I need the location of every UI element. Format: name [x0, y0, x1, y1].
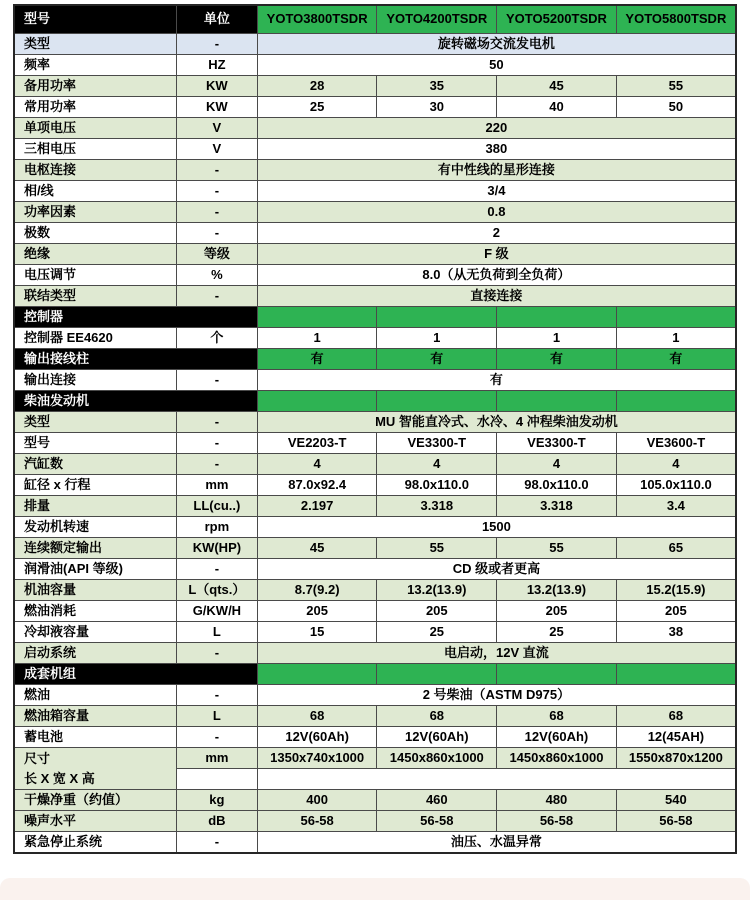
section-value [257, 664, 377, 685]
row-unit: G/KW/H [176, 601, 257, 622]
spec-table-container [13, 4, 737, 854]
section-header-row [14, 307, 736, 328]
row-unit: kg [176, 790, 257, 811]
row-value: 205 [377, 601, 497, 622]
section-value [497, 664, 617, 685]
spec-row [14, 811, 736, 832]
row-value: 1450x860x1000 [497, 748, 617, 769]
row-value: 12V(60Ah) [257, 727, 377, 748]
row-unit: - [176, 160, 257, 181]
row-label: 极数 [14, 223, 176, 244]
row-unit: mm [176, 748, 257, 769]
row-value: 55 [616, 76, 736, 97]
row-value: VE3300-T [497, 433, 617, 454]
row-label: 紧急停止系统 [14, 832, 176, 854]
row-span-value: 有 [257, 370, 736, 391]
row-unit: mm [176, 475, 257, 496]
row-value: 55 [377, 538, 497, 559]
row-span-value: 旋转磁场交流发电机 [257, 34, 736, 55]
row-label: 频率 [14, 55, 176, 76]
spec-row [14, 601, 736, 622]
row-span-value: 8.0（从无负荷到全负荷） [257, 265, 736, 286]
row-value: 3.4 [616, 496, 736, 517]
row-unit: - [176, 286, 257, 307]
row-value: VE2203-T [257, 433, 377, 454]
row-unit: KW(HP) [176, 538, 257, 559]
row-value: 68 [257, 706, 377, 727]
header-row [14, 5, 736, 34]
spec-row [14, 181, 736, 202]
row-value: 400 [257, 790, 377, 811]
row-span-value: 直接连接 [257, 286, 736, 307]
spec-row [14, 118, 736, 139]
row-label: 排量 [14, 496, 176, 517]
row-unit: L（qts.） [176, 580, 257, 601]
row-value: 56-58 [616, 811, 736, 832]
row-value: 25 [377, 622, 497, 643]
section-value [257, 307, 377, 328]
row-value: 15.2(15.9) [616, 580, 736, 601]
spec-row [14, 496, 736, 517]
row-unit: dB [176, 811, 257, 832]
row-value: 105.0x110.0 [616, 475, 736, 496]
section-header-row [14, 664, 736, 685]
row-value: 38 [616, 622, 736, 643]
row-value: 30 [377, 97, 497, 118]
row-span-value: 0.8 [257, 202, 736, 223]
header-unit-col: 单位 [176, 5, 257, 34]
section-value [616, 391, 736, 412]
section-value: 有 [377, 349, 497, 370]
row-label: 电压调节 [14, 265, 176, 286]
row-value: 68 [377, 706, 497, 727]
row-unit: - [176, 643, 257, 664]
row-unit: V [176, 118, 257, 139]
section-value: 有 [616, 349, 736, 370]
row-unit: 等级 [176, 244, 257, 265]
row-label: 类型 [14, 412, 176, 433]
row-span-value: MU 智能直冷式、水冷、4 冲程柴油发动机 [257, 412, 736, 433]
row-span-value: 3/4 [257, 181, 736, 202]
row-label: 类型 [14, 34, 176, 55]
row-span-value: F 级 [257, 244, 736, 265]
row-unit: 个 [176, 328, 257, 349]
row-label: 相/线 [14, 181, 176, 202]
row-unit: - [176, 559, 257, 580]
spec-row [14, 139, 736, 160]
row-unit: - [176, 685, 257, 706]
row-value: 4 [616, 454, 736, 475]
spec-row [14, 34, 736, 55]
row-label: 三相电压 [14, 139, 176, 160]
spec-row [14, 538, 736, 559]
row-value: 540 [616, 790, 736, 811]
row-unit: - [176, 412, 257, 433]
spec-row [14, 559, 736, 580]
section-value [377, 664, 497, 685]
row-unit: % [176, 265, 257, 286]
section-value: 有 [257, 349, 377, 370]
row-span-value: 2 [257, 223, 736, 244]
spec-row [14, 622, 736, 643]
row-unit: - [176, 454, 257, 475]
row-span-value: 220 [257, 118, 736, 139]
row-span-value: 电启动，12V 直流 [257, 643, 736, 664]
row-value: 13.2(13.9) [497, 580, 617, 601]
row-unit: LL(cu..) [176, 496, 257, 517]
header-model-2: YOTO4200TSDR [377, 5, 497, 34]
row-label [14, 748, 176, 790]
header-model-4: YOTO5800TSDR [616, 5, 736, 34]
spec-row [14, 748, 736, 769]
row-value: 205 [497, 601, 617, 622]
header-param-col: 型号 [14, 5, 176, 34]
section-label: 成套机组 [14, 664, 257, 685]
spec-row [14, 412, 736, 433]
row-span-value: 油压、水温异常 [257, 832, 736, 854]
spec-row [14, 643, 736, 664]
row-value: 480 [497, 790, 617, 811]
row-value: 2.197 [257, 496, 377, 517]
row-value: 12V(60Ah) [497, 727, 617, 748]
section-label: 输出接线柱 [14, 349, 257, 370]
row-unit: HZ [176, 55, 257, 76]
row-value: 8.7(9.2) [257, 580, 377, 601]
row-unit: - [176, 202, 257, 223]
row-unit: - [176, 433, 257, 454]
spec-row [14, 265, 736, 286]
row-value: 1 [616, 328, 736, 349]
row-value: 1 [257, 328, 377, 349]
row-label: 连续额定输出 [14, 538, 176, 559]
row-value: 68 [616, 706, 736, 727]
row-label: 燃油 [14, 685, 176, 706]
row-unit: - [176, 181, 257, 202]
spec-row [14, 433, 736, 454]
row-span-value: 2 号柴油（ASTM D975） [257, 685, 736, 706]
row-label: 输出连接 [14, 370, 176, 391]
row-value: 56-58 [257, 811, 377, 832]
row-span-value: 1500 [257, 517, 736, 538]
row-value: 4 [497, 454, 617, 475]
next-section-band [0, 878, 750, 900]
section-header-row [14, 349, 736, 370]
row-value: 50 [616, 97, 736, 118]
row-value: 12V(60Ah) [377, 727, 497, 748]
row-value: 1 [497, 328, 617, 349]
row-span-value: 380 [257, 139, 736, 160]
row-label: 噪声水平 [14, 811, 176, 832]
row-label-line2: 长 X 宽 X 高 [24, 770, 95, 786]
header-model-3: YOTO5200TSDR [497, 5, 617, 34]
row-label: 备用功率 [14, 76, 176, 97]
row-unit: - [176, 832, 257, 854]
empty-unit-cell [176, 769, 257, 790]
spec-row [14, 790, 736, 811]
row-unit: L [176, 622, 257, 643]
row-span-value: 50 [257, 55, 736, 76]
row-value: 35 [377, 76, 497, 97]
spec-row [14, 454, 736, 475]
row-span-value: CD 级或者更高 [257, 559, 736, 580]
row-value: VE3300-T [377, 433, 497, 454]
row-value: 3.318 [497, 496, 617, 517]
section-value [616, 307, 736, 328]
row-label: 启动系统 [14, 643, 176, 664]
row-label: 联结类型 [14, 286, 176, 307]
row-label-line1: 尺寸 [24, 750, 51, 766]
row-unit: V [176, 139, 257, 160]
header-model-1: YOTO3800TSDR [257, 5, 377, 34]
row-value: 25 [497, 622, 617, 643]
spec-row [14, 160, 736, 181]
row-value: 460 [377, 790, 497, 811]
spec-row [14, 55, 736, 76]
row-value: 3.318 [377, 496, 497, 517]
row-value: 55 [497, 538, 617, 559]
row-label: 电枢连接 [14, 160, 176, 181]
section-value [257, 391, 377, 412]
row-value: 40 [497, 97, 617, 118]
row-value: 1450x860x1000 [377, 748, 497, 769]
spec-row [14, 685, 736, 706]
row-label: 功率因素 [14, 202, 176, 223]
row-label: 润滑油(API 等级) [14, 559, 176, 580]
row-value: 1550x870x1200 [616, 748, 736, 769]
row-value: 15 [257, 622, 377, 643]
section-value [377, 391, 497, 412]
empty-value-cell [257, 769, 736, 790]
row-value: 1350x740x1000 [257, 748, 377, 769]
section-value [497, 391, 617, 412]
row-label: 控制器 EE4620 [14, 328, 176, 349]
row-label: 燃油消耗 [14, 601, 176, 622]
section-value [616, 664, 736, 685]
row-label: 蓄电池 [14, 727, 176, 748]
row-unit: L [176, 706, 257, 727]
section-label: 柴油发动机 [14, 391, 257, 412]
row-label: 冷却液容量 [14, 622, 176, 643]
section-value [497, 307, 617, 328]
row-label: 型号 [14, 433, 176, 454]
spec-row [14, 97, 736, 118]
row-unit: KW [176, 76, 257, 97]
row-value: 205 [616, 601, 736, 622]
row-value: 98.0x110.0 [497, 475, 617, 496]
row-unit: KW [176, 97, 257, 118]
row-value: 25 [257, 97, 377, 118]
spec-row [14, 244, 736, 265]
row-label: 单项电压 [14, 118, 176, 139]
row-label: 缸径 x 行程 [14, 475, 176, 496]
row-value: VE3600-T [616, 433, 736, 454]
spec-row [14, 223, 736, 244]
row-value: 65 [616, 538, 736, 559]
row-value: 12(45AH) [616, 727, 736, 748]
spec-row [14, 370, 736, 391]
row-unit: rpm [176, 517, 257, 538]
row-unit: - [176, 370, 257, 391]
row-unit: - [176, 34, 257, 55]
row-label: 汽缸数 [14, 454, 176, 475]
row-span-value: 有中性线的星形连接 [257, 160, 736, 181]
row-unit: - [176, 223, 257, 244]
row-value: 4 [257, 454, 377, 475]
row-value: 56-58 [377, 811, 497, 832]
spec-row [14, 328, 736, 349]
row-label: 燃油箱容量 [14, 706, 176, 727]
row-value: 45 [257, 538, 377, 559]
spec-row [14, 286, 736, 307]
spec-row [14, 727, 736, 748]
generator-spec-table [13, 4, 737, 854]
spec-row [14, 706, 736, 727]
section-label: 控制器 [14, 307, 257, 328]
row-value: 13.2(13.9) [377, 580, 497, 601]
spec-row [14, 475, 736, 496]
row-value: 45 [497, 76, 617, 97]
section-value: 有 [497, 349, 617, 370]
row-value: 87.0x92.4 [257, 475, 377, 496]
row-value: 68 [497, 706, 617, 727]
section-header-row [14, 391, 736, 412]
spec-row [14, 832, 736, 854]
row-unit: - [176, 727, 257, 748]
row-label: 绝缘 [14, 244, 176, 265]
row-label: 发动机转速 [14, 517, 176, 538]
row-value: 1 [377, 328, 497, 349]
spec-row [14, 580, 736, 601]
row-value: 98.0x110.0 [377, 475, 497, 496]
row-value: 4 [377, 454, 497, 475]
row-label: 常用功率 [14, 97, 176, 118]
row-value: 205 [257, 601, 377, 622]
spec-row [14, 517, 736, 538]
section-value [377, 307, 497, 328]
spec-row [14, 202, 736, 223]
spec-row [14, 76, 736, 97]
row-value: 28 [257, 76, 377, 97]
row-label: 干燥净重（约值） [14, 790, 176, 811]
row-value: 56-58 [497, 811, 617, 832]
row-label: 机油容量 [14, 580, 176, 601]
